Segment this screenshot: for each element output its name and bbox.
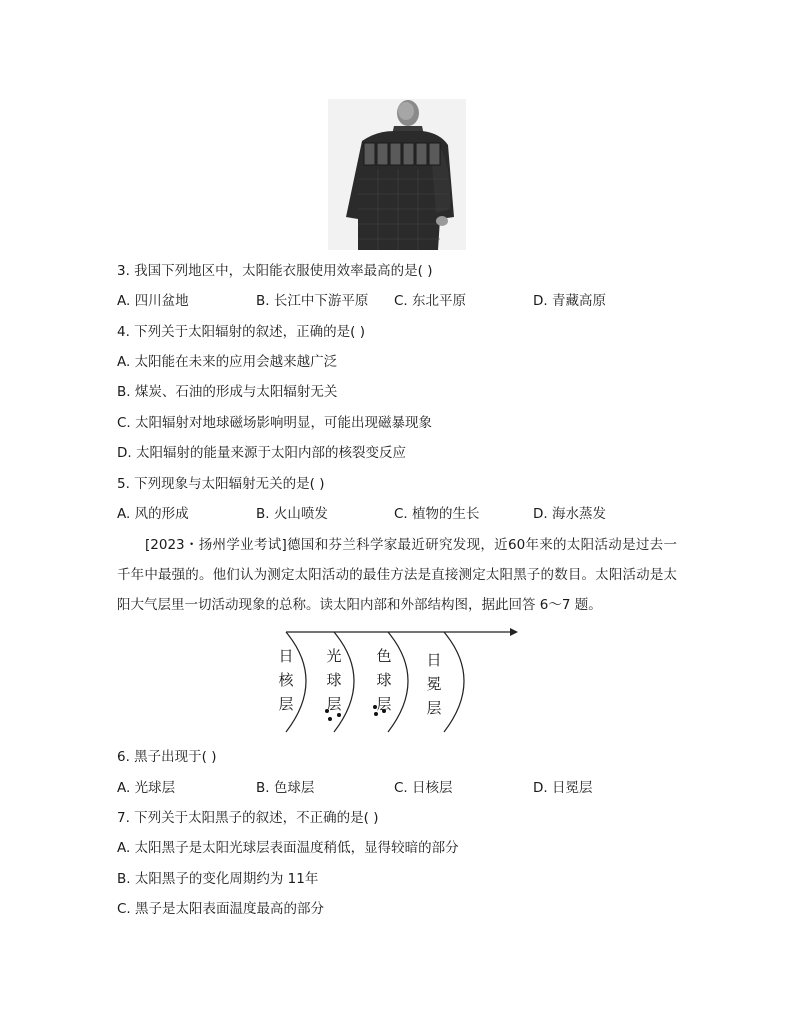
q6-option-d: D. 日冕层 bbox=[533, 780, 593, 796]
arrow-head bbox=[510, 628, 518, 636]
q6-option-c: C. 日核层 bbox=[394, 780, 453, 796]
q5-option-d: D. 海水蒸发 bbox=[533, 506, 606, 522]
layer-label-corona: 日冕层 bbox=[426, 651, 442, 717]
q7-option-c: C. 黑子是太阳表面温度最高的部分 bbox=[117, 901, 325, 917]
q5-option-b: B. 火山喷发 bbox=[256, 506, 328, 522]
corona-boundary bbox=[444, 632, 464, 732]
q5-option-c: C. 植物的生长 bbox=[394, 506, 480, 522]
q4-option-b: B. 煤炭、石油的形成与太阳辐射无关 bbox=[117, 384, 338, 400]
question-5-stem: 5. 下列现象与太阳辐射无关的是( ) bbox=[117, 476, 325, 492]
q6-option-b: B. 色球层 bbox=[256, 780, 315, 796]
q3-option-d: D. 青藏高原 bbox=[533, 293, 606, 309]
layer-label-chromosphere: 色球层 bbox=[376, 647, 392, 713]
question-7-stem: 7. 下列关于太阳黑子的叙述，不正确的是( ) bbox=[117, 810, 379, 826]
q6-option-a: A. 光球层 bbox=[117, 780, 176, 796]
q4-option-c: C. 太阳辐射对地球磁场影响明显，可能出现磁暴现象 bbox=[117, 415, 433, 431]
q4-option-d: D. 太阳辐射的能量来源于太阳内部的核裂变反应 bbox=[117, 445, 406, 461]
sun-structure-diagram bbox=[278, 624, 522, 738]
q3-option-b: B. 长江中下游平原 bbox=[256, 293, 369, 309]
q5-option-a: A. 风的形成 bbox=[117, 506, 189, 522]
q4-option-a: A. 太阳能在未来的应用会越来越广泛 bbox=[117, 354, 338, 370]
q3-option-a: A. 四川盆地 bbox=[117, 293, 189, 309]
q7-option-a: A. 太阳黑子是太阳光球层表面温度稍低，显得较暗的部分 bbox=[117, 840, 459, 856]
layer-label-core: 日核层 bbox=[278, 647, 294, 713]
question-3-stem: 3. 我国下列地区中，太阳能衣服使用效率最高的是( ) bbox=[117, 263, 433, 279]
layer-label-photosphere: 光球层 bbox=[326, 647, 342, 713]
solar-jacket-photo bbox=[328, 99, 466, 250]
reading-passage: [2023・扬州学业考试]德国和芬兰科学家最近研究发现，近60年来的太阳活动是过去一千年中最强的。他们认为测定太阳活动的最佳方法是直接测定太阳黑子的数目。太阳活动是太阳大气层里一切活动现象的总称。读太阳内部和外部结构图，据此回答 6～7 题。 bbox=[117, 537, 677, 613]
q7-option-b: B. 太阳黑子的变化周期约为 11年 bbox=[117, 871, 319, 887]
question-4-stem: 4. 下列关于太阳辐射的叙述，正确的是( ) bbox=[117, 324, 365, 340]
q3-option-c: C. 东北平原 bbox=[394, 293, 467, 309]
question-6-stem: 6. 黑子出现于( ) bbox=[117, 749, 217, 765]
